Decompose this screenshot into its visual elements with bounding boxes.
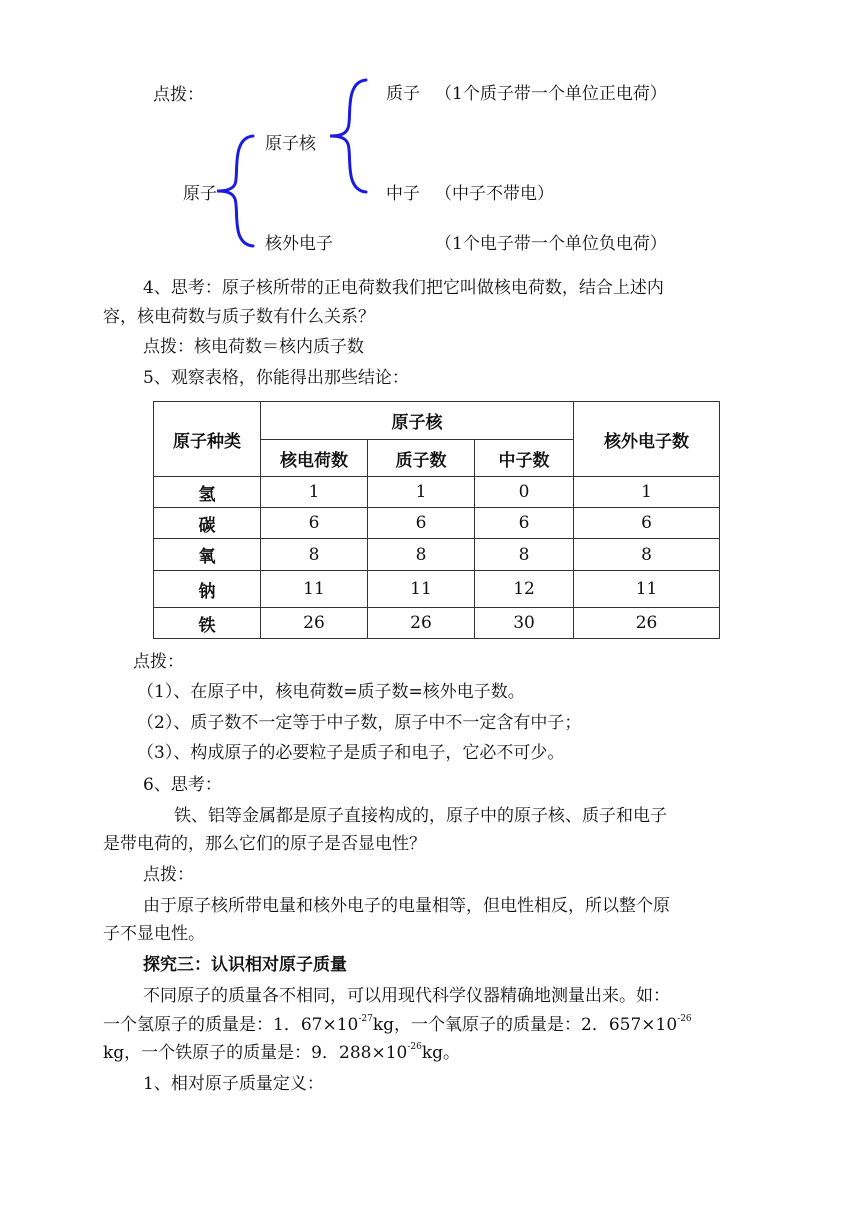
q6-line2: 是带电荷的，那么它们的原子是否显电性？ xyxy=(103,834,426,854)
q4-line2: 容，核电荷数与质子数有什么关系？ xyxy=(103,307,375,327)
cell-neutrons: 0 xyxy=(475,477,574,508)
cell-charge: 8 xyxy=(261,539,368,571)
table-row xyxy=(154,571,720,608)
cell-element: 钠 xyxy=(154,571,261,608)
brace-atom xyxy=(213,130,259,252)
conclusion-3: （3）、构成原子的必要粒子是质子和电子，它必不可少。 xyxy=(137,743,565,763)
cell-protons: 8 xyxy=(368,539,475,571)
cell-element: 氢 xyxy=(154,477,261,508)
q4-hint: 点拨：核电荷数＝核内质子数 xyxy=(143,337,364,357)
exponent: -27 xyxy=(358,1014,373,1024)
text-unit: kg。 xyxy=(421,1043,461,1063)
label-atom: 原子 xyxy=(183,184,217,204)
cell-neutrons: 6 xyxy=(475,508,574,539)
header-nucleus: 原子核 xyxy=(261,402,574,440)
cell-neutrons: 8 xyxy=(475,539,574,571)
header-atom-type: 原子种类 xyxy=(154,402,261,477)
header-neutrons: 中子数 xyxy=(475,440,574,477)
q6-title: 6、思考： xyxy=(143,775,222,795)
header-protons: 质子数 xyxy=(368,440,475,477)
section3-title: 探究三：认识相对原子质量 xyxy=(143,955,347,975)
section3-p3 xyxy=(103,1042,461,1063)
header-charge: 核电荷数 xyxy=(261,440,368,477)
label-nucleus: 原子核 xyxy=(265,134,316,154)
q4-line1: 4、思考：原子核所带的正电荷数我们把它叫做核电荷数，结合上述内 xyxy=(143,278,664,298)
cell-element: 铁 xyxy=(154,608,261,639)
note-electron: （1个电子带一个单位负电荷） xyxy=(435,234,667,254)
cell-neutrons: 12 xyxy=(475,571,574,608)
conclusion-2: （2）、质子数不一定等于中子数，原子中不一定含有中子； xyxy=(137,713,582,733)
conclusions-hint: 点拨： xyxy=(133,652,184,672)
section3-p2 xyxy=(103,1014,692,1035)
q6-line1: 铁、铝等金属都是原子直接构成的，原子中的原子核、质子和电子 xyxy=(174,806,667,826)
conclusion-1: （1）、在原子中，核电荷数=质子数=核外电子数。 xyxy=(137,682,525,702)
text-iron-mass: kg，一个铁原子的质量是：9．288×10 xyxy=(103,1043,408,1063)
exponent: -26 xyxy=(407,1042,422,1052)
cell-neutrons: 30 xyxy=(475,608,574,639)
cell-electrons: 8 xyxy=(574,539,720,571)
definition-heading: 1、相对原子质量定义： xyxy=(143,1074,324,1094)
q6-answer-line2: 子不显电性。 xyxy=(103,924,205,944)
cell-protons: 6 xyxy=(368,508,475,539)
cell-charge: 1 xyxy=(261,477,368,508)
cell-charge: 26 xyxy=(261,608,368,639)
header-electrons: 核外电子数 xyxy=(574,402,720,477)
section3-p1: 不同原子的质量各不相同，可以用现代科学仪器精确地测量出来。如： xyxy=(143,986,670,1006)
note-neutron: （中子不带电） xyxy=(435,184,554,204)
label-proton: 质子 xyxy=(386,84,420,104)
label-neutron: 中子 xyxy=(386,184,420,204)
label-electron: 核外电子 xyxy=(265,234,333,254)
q6-answer-line1: 由于原子核所带电量和核外电子的电量相等，但电性相反，所以整个原 xyxy=(143,896,670,916)
cell-protons: 1 xyxy=(368,477,475,508)
table-row xyxy=(154,608,720,639)
brace-nucleus xyxy=(326,76,372,196)
text-oxygen-mass: kg，一个氧原子的质量是：2．657×10 xyxy=(372,1015,678,1035)
table-row xyxy=(154,539,720,571)
exponent: -26 xyxy=(677,1014,692,1024)
cell-protons: 26 xyxy=(368,608,475,639)
cell-protons: 11 xyxy=(368,571,475,608)
text-hydrogen-mass: 一个氢原子的质量是：1．67×10 xyxy=(103,1015,359,1035)
cell-electrons: 6 xyxy=(574,508,720,539)
cell-element: 碳 xyxy=(154,508,261,539)
hint-label: 点拨： xyxy=(153,85,204,105)
cell-charge: 6 xyxy=(261,508,368,539)
q5-title: 5、观察表格，你能得出那些结论： xyxy=(143,368,409,388)
atom-table xyxy=(153,401,720,639)
cell-element: 氧 xyxy=(154,539,261,571)
cell-electrons: 1 xyxy=(574,477,720,508)
cell-electrons: 26 xyxy=(574,608,720,639)
note-proton: （1个质子带一个单位正电荷） xyxy=(435,84,667,104)
cell-charge: 11 xyxy=(261,571,368,608)
cell-electrons: 11 xyxy=(574,571,720,608)
table-row xyxy=(154,477,720,508)
q6-hint: 点拨： xyxy=(143,865,194,885)
table-row xyxy=(154,508,720,539)
